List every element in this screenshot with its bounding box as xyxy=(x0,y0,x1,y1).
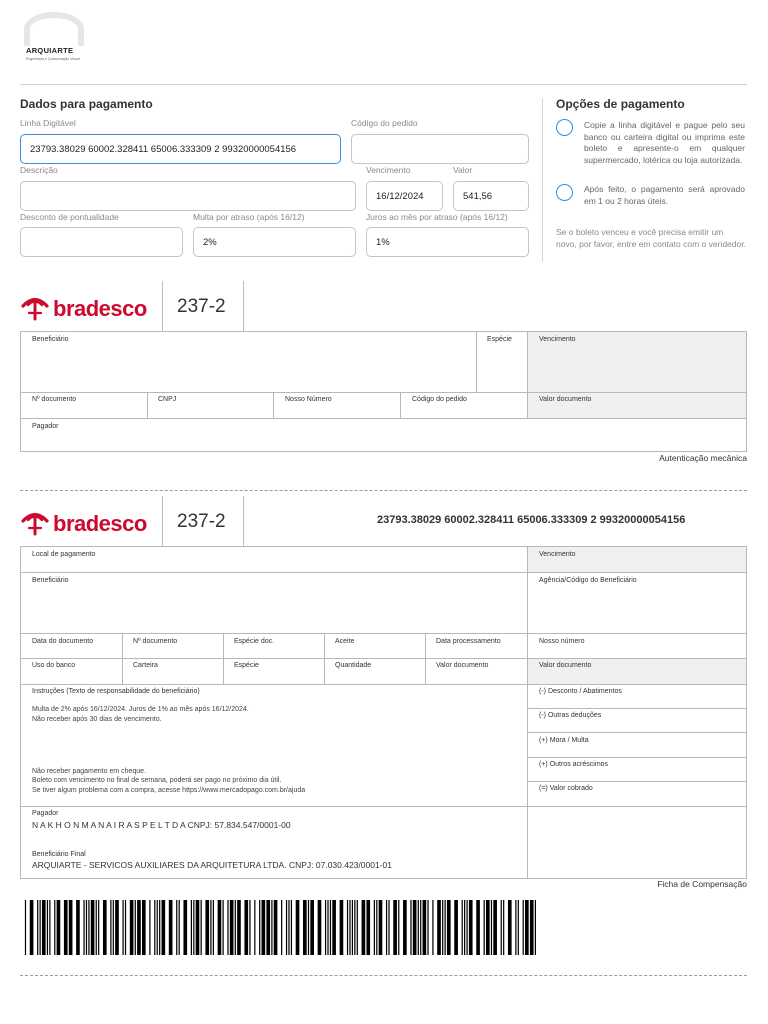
receipt-col-line xyxy=(476,331,477,392)
barcode-bar xyxy=(288,900,289,955)
barcode-bar xyxy=(69,900,73,955)
receipt-col-line xyxy=(147,392,148,418)
barcode-bar xyxy=(332,900,336,955)
barcode-bar xyxy=(86,900,87,955)
barcode-bar xyxy=(130,900,134,955)
barcode-bar xyxy=(244,900,248,955)
valor-label: Valor xyxy=(453,165,473,175)
option-1-text: Copie a linha digitável e pague pelo seu banco ou carteira digital ou imprima este boleto e apresente-o em qualquer supermercado, lotérica ou loja autorizada. xyxy=(584,120,745,165)
multa-field[interactable]: 2% xyxy=(193,227,356,257)
receipt-documento-label: Nº documento xyxy=(32,396,77,403)
instrucoes-line: Não receber após 30 dias de vencimento. xyxy=(32,716,162,723)
barcode-bar xyxy=(37,900,38,955)
barcode-bar xyxy=(54,900,55,955)
descricao-label: Descrição xyxy=(20,165,58,175)
barcode-bar xyxy=(40,900,41,955)
slip-col-line xyxy=(324,633,325,684)
instrucoes-line: Se tiver algum problema com a compra, acesse https://www.mercadopago.com.br/ajuda xyxy=(32,787,306,794)
nosso-numero-label: Nosso número xyxy=(539,638,585,645)
autenticacao-mecanica: Autenticação mecânica xyxy=(659,453,747,463)
barcode-bar xyxy=(262,900,266,955)
linha-digitavel-field[interactable]: 23793.38029 60002.328411 65006.333309 2 99320000054156 xyxy=(20,134,341,164)
barcode-bar xyxy=(210,900,211,955)
barcode-bar xyxy=(196,900,200,955)
slip-row-line xyxy=(528,781,747,782)
barcode-bar xyxy=(159,900,160,955)
barcode-bar xyxy=(110,900,111,955)
barcode-bar xyxy=(493,900,497,955)
bradesco-tree-icon xyxy=(20,507,50,537)
barcode-bar xyxy=(379,900,383,955)
slip-vencimento-label: Vencimento xyxy=(539,551,576,558)
barcode-bar xyxy=(423,900,427,955)
barcode-bar xyxy=(88,900,89,955)
receipt-pagador-label: Pagador xyxy=(32,423,59,430)
barcode-bar xyxy=(103,900,107,955)
option-circle-icon xyxy=(556,184,573,201)
slip-row-line xyxy=(20,572,747,573)
beneficiario-final-value: ARQUIARTE - SERVICOS AUXILIARES DA ARQUITETURA LTDA. CNPJ: 07.030.423/0001-01 xyxy=(32,860,392,870)
data-documento-label: Data do documento xyxy=(32,638,94,645)
slip-beneficiario-label: Beneficiário xyxy=(32,577,69,584)
valor-cobrado-label: (=) Valor cobrado xyxy=(539,785,593,792)
slip-row-line xyxy=(20,806,747,807)
barcode-bar xyxy=(113,900,114,955)
outros-acrescimos-label: (+) Outros acréscimos xyxy=(539,761,609,768)
barcode-bar xyxy=(403,900,407,955)
desconto-label: Desconto de pontualidade xyxy=(20,212,119,222)
barcode-bar xyxy=(349,900,350,955)
valor-documento-mid-label: Valor documento xyxy=(436,662,489,669)
uso-banco-label: Uso do banco xyxy=(32,662,76,669)
barcode-bar xyxy=(237,900,241,955)
barcode-bar xyxy=(386,900,387,955)
barcode-bar xyxy=(352,900,353,955)
bank-name: bradesco xyxy=(53,296,147,321)
barcode-bar xyxy=(154,900,155,955)
barcode-bar xyxy=(115,900,119,955)
bank-logo xyxy=(20,507,155,539)
barcode-bar xyxy=(162,900,166,955)
barcode-bar xyxy=(135,900,136,955)
barcode-bar xyxy=(486,900,490,955)
receipt-cnpj-label: CNPJ xyxy=(158,396,177,403)
beneficiario-final-label: Beneficiário Final xyxy=(32,851,86,858)
barcode-bar xyxy=(254,900,255,955)
barcode-bar xyxy=(49,900,50,955)
bank-divider xyxy=(243,281,244,331)
barcode-bar xyxy=(259,900,260,955)
slip-row-line xyxy=(528,732,747,733)
receipt-row-line xyxy=(20,392,747,393)
barcode-bar xyxy=(176,900,177,955)
slip-pagador-value: N A K H O N M A N A I R A S P E L T D A CNPJ: 57.834.547/0001-00 xyxy=(32,820,291,830)
receipt-row-line xyxy=(20,418,747,419)
barcode-bar xyxy=(213,900,214,955)
barcode-bar xyxy=(125,900,126,955)
barcode-bar xyxy=(466,900,467,955)
barcode-bar xyxy=(432,900,433,955)
slip-col-line xyxy=(223,633,224,684)
company-tagline: Engenharia e Comunicação Visual xyxy=(26,57,80,61)
desconto-label: (-) Desconto / Abatimentos xyxy=(539,688,622,695)
barcode-bar xyxy=(96,900,97,955)
bank-logo xyxy=(20,292,155,324)
valor-field[interactable]: 541,56 xyxy=(453,181,529,211)
linha-digitavel-label: Linha Digitável xyxy=(20,118,76,128)
slip-row-line xyxy=(528,757,747,758)
instrucoes-line: Boleto com vencimento no final de semana, poderá ser pago no próximo dia útil. xyxy=(32,777,282,784)
data-processamento-label: Data processamento xyxy=(436,638,501,645)
barcode-bar xyxy=(327,900,328,955)
barcode-bar xyxy=(266,900,270,955)
barcode-bar xyxy=(366,900,370,955)
barcode-bar xyxy=(357,900,358,955)
option-2-text: Após feito, o pagamento será aprovado em 1 ou 2 horas úteis. xyxy=(584,184,745,206)
bank-name: bradesco xyxy=(53,511,147,536)
barcode-bar xyxy=(347,900,348,955)
company-logo xyxy=(20,10,88,66)
barcode-bar xyxy=(437,900,441,955)
juros-label: Juros ao mês por atraso (após 16/12) xyxy=(366,212,508,222)
barcode-bar xyxy=(454,900,458,955)
barcode-bar xyxy=(325,900,326,955)
slip-especie-label: Espécie xyxy=(234,662,259,669)
logo-swoosh-icon xyxy=(24,12,84,46)
barcode-bar xyxy=(523,900,524,955)
payment-data-title: Dados para pagamento xyxy=(20,97,153,111)
barcode-bar xyxy=(420,900,421,955)
barcode-bar xyxy=(191,900,192,955)
instrucoes-line: Multa de 2% após 16/12/2024. Juros de 1% ao mês após 16/12/2024. xyxy=(32,706,249,713)
barcode-bar xyxy=(76,900,80,955)
cut-line xyxy=(20,490,747,491)
barcode-bar xyxy=(501,900,502,955)
mora-multa-label: (+) Mora / Multa xyxy=(539,737,589,744)
barcode-bar xyxy=(230,900,234,955)
barcode-bar xyxy=(47,900,48,955)
bank-code: 237-2 xyxy=(177,296,226,317)
barcode-bar xyxy=(201,900,202,955)
barcode-bar xyxy=(122,900,123,955)
receipt-codigo-pedido-label: Código do pedido xyxy=(412,396,467,403)
barcode-bar xyxy=(393,900,397,955)
barcode-bar xyxy=(388,900,389,955)
company-name: ARQUIARTE xyxy=(26,46,74,55)
especie-doc-label: Espécie doc. xyxy=(234,638,275,645)
barcode-bar xyxy=(57,900,61,955)
barcode-bar xyxy=(447,900,451,955)
barcode-bar xyxy=(515,900,516,955)
slip-row-line xyxy=(20,633,747,634)
receipt-beneficiario-label: Beneficiário xyxy=(32,336,69,343)
barcode-bar xyxy=(286,900,287,955)
barcode-bar xyxy=(142,900,146,955)
receipt-col-line xyxy=(527,331,528,418)
barcode-bar xyxy=(205,900,209,955)
barcode-bar xyxy=(183,900,187,955)
slip-row-line xyxy=(20,658,747,659)
barcode-bar xyxy=(296,900,300,955)
juros-field[interactable]: 1% xyxy=(366,227,529,257)
slip-col-line xyxy=(122,633,123,684)
header-divider xyxy=(20,84,747,85)
ficha-compensacao: Ficha de Compensação xyxy=(657,879,747,889)
barcode-bar xyxy=(137,900,141,955)
barcode-bar xyxy=(464,900,465,955)
barcode-bar xyxy=(157,900,158,955)
slip-pagador-label: Pagador xyxy=(32,810,59,817)
vencimento-field[interactable]: 16/12/2024 xyxy=(366,181,443,211)
barcode-bar xyxy=(308,900,309,955)
receipt-especie-label: Espécie xyxy=(487,336,512,343)
barcode-bar xyxy=(508,900,512,955)
instrucoes-title: Instruções (Texto de responsabilidade do beneficiário) xyxy=(32,688,200,695)
bradesco-tree-icon xyxy=(20,292,50,322)
barcode-bar xyxy=(227,900,228,955)
slip-linha-digitavel[interactable]: 23793.38029 60002.328411 65006.333309 2 99320000054156 xyxy=(377,514,686,526)
barcode-bar xyxy=(354,900,355,955)
receipt-nosso-numero-label: Nosso Número xyxy=(285,396,332,403)
codigo-pedido-field[interactable] xyxy=(351,134,529,164)
barcode-bar xyxy=(303,900,307,955)
receipt-col-line xyxy=(273,392,274,418)
column-divider xyxy=(542,98,543,262)
barcode-bar xyxy=(291,900,292,955)
multa-label: Multa por atraso (após 16/12) xyxy=(193,212,305,222)
option-circle-icon xyxy=(556,119,573,136)
barcode-bar xyxy=(169,900,173,955)
local-pagamento-label: Local de pagamento xyxy=(32,551,96,558)
slip-col-line xyxy=(527,546,528,879)
barcode-bar xyxy=(410,900,411,955)
barcode xyxy=(20,900,536,955)
barcode-bar xyxy=(218,900,222,955)
bank-divider xyxy=(243,496,244,546)
payment-options-title: Opções de pagamento xyxy=(556,97,685,111)
carteira-label: Carteira xyxy=(133,662,158,669)
barcode-bar xyxy=(445,900,446,955)
barcode-bar xyxy=(98,900,99,955)
barcode-bar xyxy=(179,900,180,955)
barcode-bar xyxy=(484,900,485,955)
codigo-pedido-label: Código do pedido xyxy=(351,118,418,128)
barcode-bar xyxy=(362,900,366,955)
barcode-bar xyxy=(518,900,519,955)
barcode-bar xyxy=(274,900,278,955)
barcode-bar xyxy=(476,900,480,955)
barcode-bar xyxy=(281,900,282,955)
barcode-bar xyxy=(535,900,536,955)
barcode-bar xyxy=(340,900,344,955)
quantidade-label: Quantidade xyxy=(335,662,372,669)
barcode-bar xyxy=(413,900,417,955)
barcode-bar xyxy=(91,900,95,955)
barcode-bar xyxy=(469,900,473,955)
barcode-bar xyxy=(310,900,314,955)
barcode-bar xyxy=(193,900,194,955)
vencimento-label: Vencimento xyxy=(366,165,411,175)
barcode-bar xyxy=(30,900,34,955)
barcode-bar xyxy=(398,900,399,955)
instrucoes-line: Não receber pagamento em cheque. xyxy=(32,768,147,775)
barcode-bar xyxy=(83,900,84,955)
slip-documento-label: Nº documento xyxy=(133,638,178,645)
barcode-bar xyxy=(330,900,331,955)
receipt-col-line xyxy=(400,392,401,418)
slip-col-line xyxy=(425,633,426,684)
outras-deducoes-label: (-) Outras deduções xyxy=(539,712,602,719)
slip-row-line xyxy=(20,684,747,685)
barcode-bar xyxy=(42,900,46,955)
barcode-bar xyxy=(503,900,504,955)
barcode-bar xyxy=(442,900,443,955)
barcode-bar xyxy=(530,900,534,955)
barcode-bar xyxy=(525,900,529,955)
receipt-valor-documento-label: Valor documento xyxy=(539,396,592,403)
cut-line xyxy=(20,975,747,976)
barcode-bar xyxy=(25,900,26,955)
barcode-bar xyxy=(376,900,377,955)
barcode-bar xyxy=(64,900,68,955)
barcode-bar xyxy=(418,900,419,955)
aceite-label: Aceite xyxy=(335,638,355,645)
expired-note: Se o boleto venceu e você precisa emitir um novo, por favor, entre em contato com o vendedor. xyxy=(556,227,746,249)
barcode-bar xyxy=(223,900,224,955)
receipt-vencimento-label: Vencimento xyxy=(539,336,576,343)
bank-divider xyxy=(162,281,163,331)
desconto-field[interactable] xyxy=(20,227,183,257)
agencia-label: Agência/Código do Beneficiário xyxy=(539,577,637,584)
barcode-bar xyxy=(427,900,428,955)
descricao-field[interactable] xyxy=(20,181,356,211)
barcode-bar xyxy=(249,900,250,955)
barcode-bar xyxy=(374,900,375,955)
barcode-bar xyxy=(271,900,272,955)
bank-divider xyxy=(162,496,163,546)
slip-row-line xyxy=(528,708,747,709)
slip-valor-documento-label: Valor documento xyxy=(539,662,592,669)
barcode-bar xyxy=(149,900,150,955)
barcode-bar xyxy=(235,900,236,955)
barcode-bar xyxy=(462,900,463,955)
bank-code: 237-2 xyxy=(177,511,226,532)
barcode-bar xyxy=(491,900,492,955)
barcode-bar xyxy=(318,900,322,955)
